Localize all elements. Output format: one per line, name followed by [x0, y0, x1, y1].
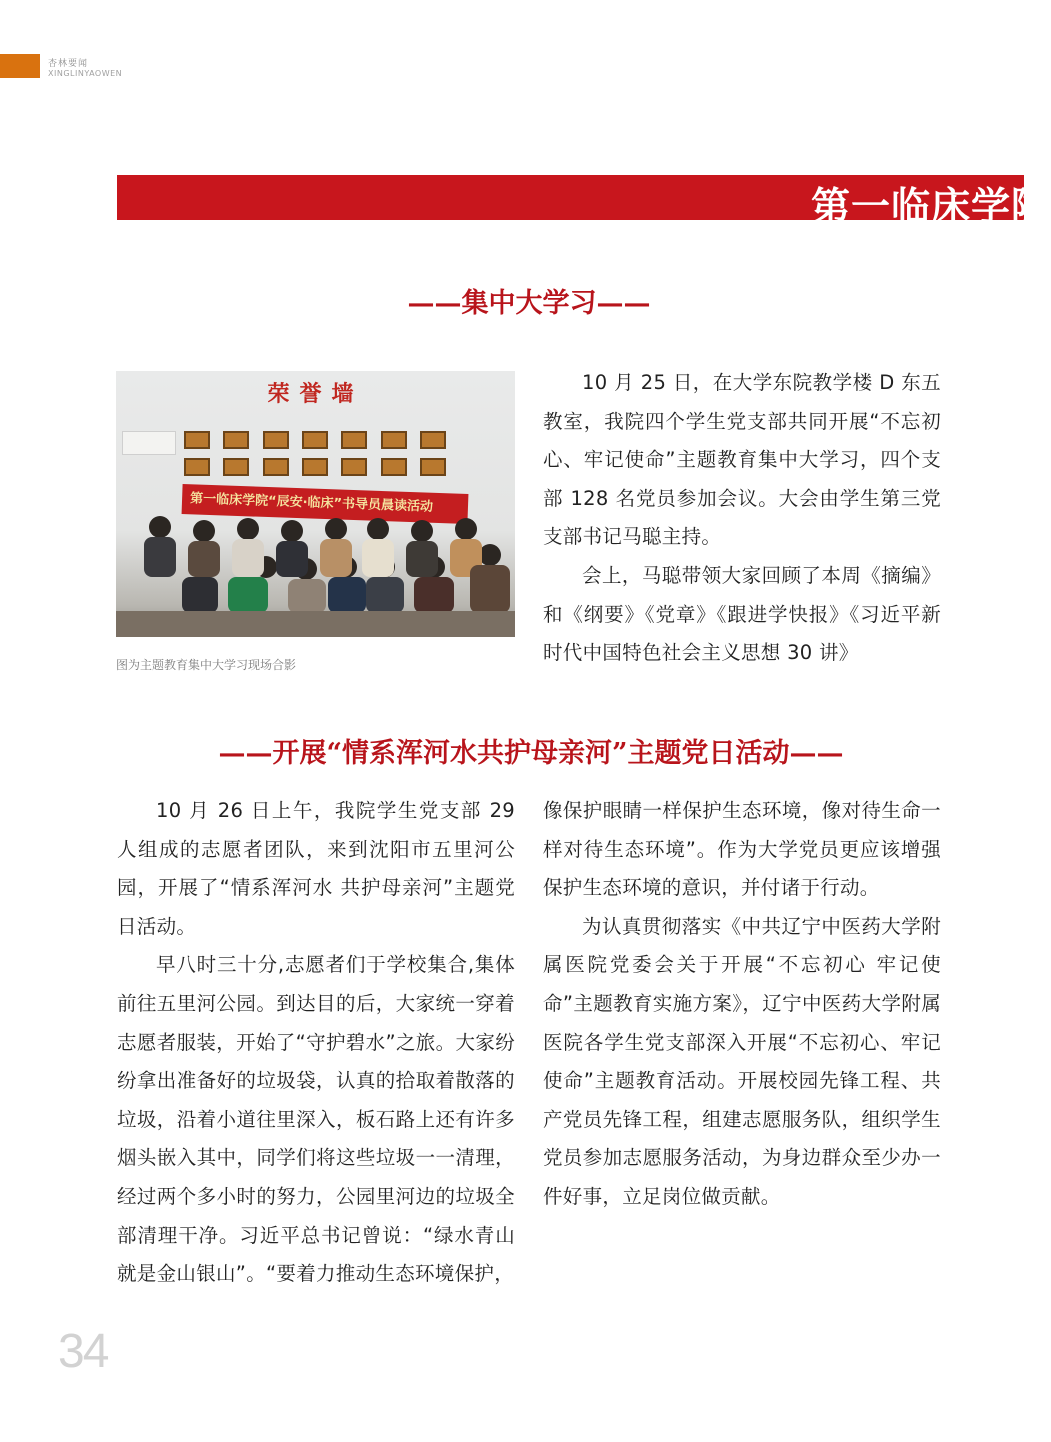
page-number: 34	[58, 1325, 108, 1378]
section-label-en: XINGLINYAOWEN	[48, 69, 123, 78]
section2-paragraph: 为认真贯彻落实《中共辽宁中医药大学附属医院党委会关于开展“不忘初心 牢记使命”主题教育实施方案》，辽宁中医药大学附属医院各学生党支部深入开展“不忘初心、牢记使命”主题教育活动。开展校园先锋工程、共产党员先锋工程，组建志愿服务队，组织学生党员参加志愿服务活动，为身边群众至少办一件好事，立足岗位做贡献。	[543, 914, 941, 1208]
photo-red-banner: 第一临床学院“辰安·临床”书导员晨读活动	[182, 484, 469, 524]
banner-title: 第一临床学院	[811, 184, 1051, 230]
section2-right-column	[543, 792, 941, 1217]
section1-text	[543, 364, 941, 673]
section1-heading: ——集中大学习——	[407, 288, 651, 319]
photo-table	[116, 611, 515, 637]
section1-paragraph: 10 月 25 日，在大学东院教学楼 D 东五教室，我院四个学生党支部共同开展“不忘初心、牢记使命”主题教育集中大学习，四个支部 128 名党员参加会议。大会由学生第三党支部书记马聪主持。	[543, 371, 941, 549]
section2-paragraph: 10 月 26 日上午，我院学生党支部 29 人组成的志愿者团队，来到沈阳市五里河公园，开展了“情系浑河水 共护母亲河”主题党日活动。	[117, 799, 515, 938]
section2-heading: ——开展“情系浑河水共护母亲河”主题党日活动——	[218, 738, 844, 769]
photo-caption: 图为主题教育集中大学习现场合影	[116, 658, 297, 672]
title-banner	[117, 175, 1051, 230]
group-photo	[116, 371, 515, 637]
section2-paragraph: 早八时三十分,志愿者们于学校集合,集体前往五里河公园。到达目的后，大家统一穿着志愿者服装，开始了“守护碧水”之旅。大家纷纷拿出准备好的垃圾袋，认真的拾取着散落的垃圾，沿着小道往里深入，板石路上还有许多烟头嵌入其中，同学们将这些垃圾一一清理，经过两个多小时的努力，公园里河边的垃圾全部清理干净。习近平总书记曾说：“绿水青山就是金山银山”。“要着力推动生态环境保护，	[117, 953, 515, 1286]
photo-people-group	[116, 371, 515, 637]
section-tab-marker	[0, 54, 40, 78]
section2-left-column	[117, 792, 515, 1294]
section1-paragraph: 会上，马聪带领大家回顾了本周《摘编》和《纲要》《党章》《跟进学快报》《习近平新时代中国特色社会主义思想 30 讲》	[543, 563, 941, 665]
section2-paragraph-continuation: 像保护眼睛一样保护生态环境，像对待生命一样对待生态环境”。作为大学党员更应该增强保护生态环境的意识，并付诸于行动。	[543, 799, 941, 900]
photo-honor-wall-sign: 荣誉墙	[267, 382, 364, 407]
section-label-cn: 杏林要闻	[48, 59, 89, 69]
